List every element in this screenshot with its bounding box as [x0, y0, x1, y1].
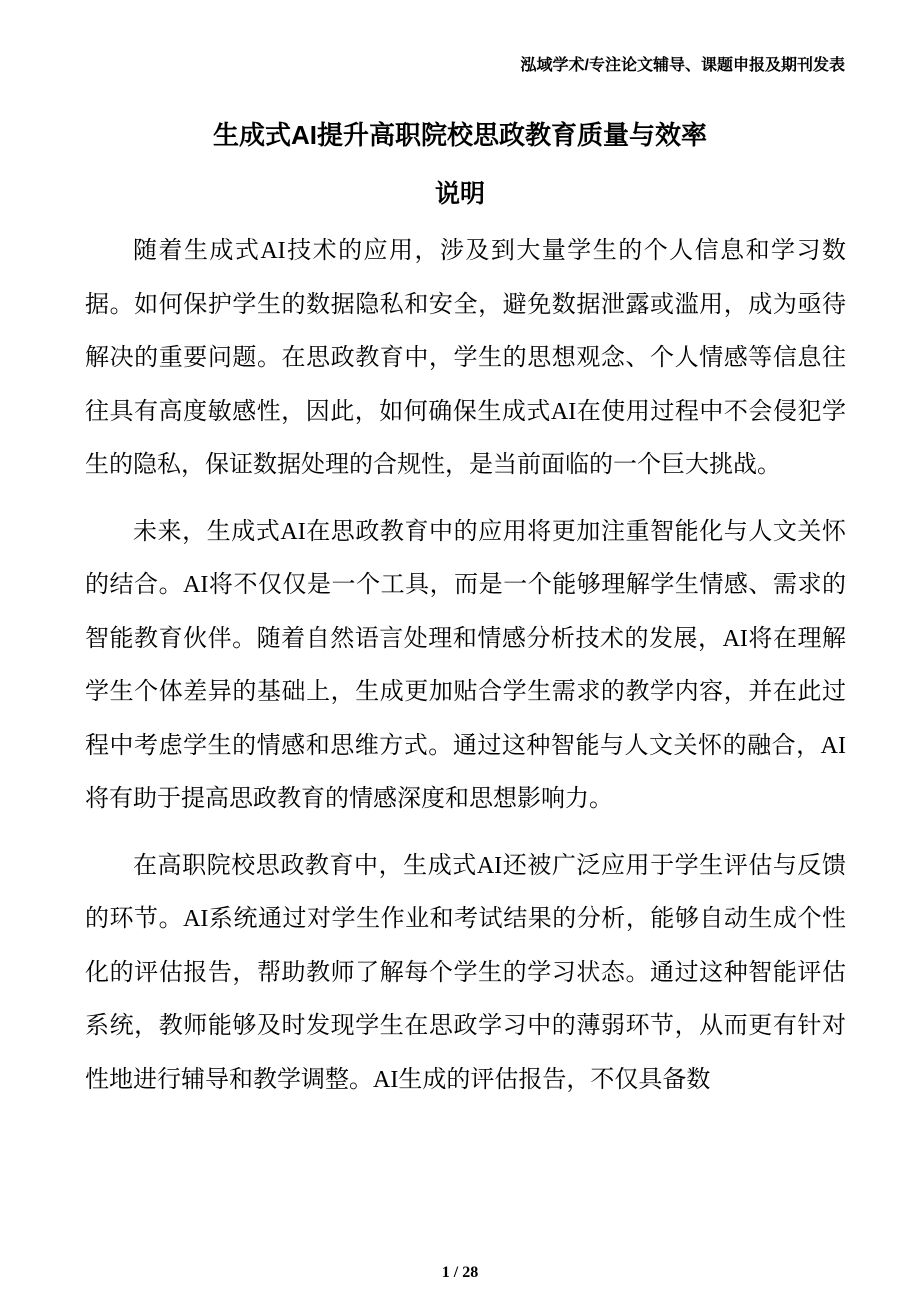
page-title: 生成式AI提升高职院校思政教育质量与效率: [212, 120, 707, 150]
section-heading: 说明: [434, 180, 485, 208]
page-number: 1 / 28: [441, 1264, 479, 1281]
document-body: [85, 225, 846, 1120]
body-paragraph-2: 未来，生成式AI在思政教育中的应用将更加注重智能化与人文关怀的结合。AI将不仅仅是一个工具，而是一个能够理解学生情感、需求的智能教育伙伴。随着自然语言处理和情感分析技术的发展，AI将在理解学生个体差异的基础上，生成更加贴合学生需求的教学内容，并在此过程中考虑学生的情感和思维方式。通过这种智能与人文关怀的融合，AI将有助于提高思政教育的情感深度和思想影响力。: [85, 518, 846, 812]
body-paragraph-1: 随着生成式AI技术的应用，涉及到大量学生的个人信息和学习数据。如何保护学生的数据隐私和安全，避免数据泄露或滥用，成为亟待解决的重要问题。在思政教育中，学生的思想观念、个人情感等信息往往具有高度敏感性，因此，如何确保生成式AI在使用过程中不会侵犯学生的隐私，保证数据处理的合规性，是当前面临的一个巨大挑战。: [85, 238, 846, 478]
body-paragraph-3: 在高职院校思政教育中，生成式AI还被广泛应用于学生评估与反馈的环节。AI系统通过对学生作业和考试结果的分析，能够自动生成个性化的评估报告，帮助教师了解每个学生的学习状态。通过这种智能评估系统，教师能够及时发现学生在思政学习中的薄弱环节，从而更有针对性地进行辅导和教学调整。AI生成的评估报告，不仅具备数: [85, 852, 846, 1093]
document-header-brand: 泓域学术/专注论文辅导、课题申报及期刊发表: [520, 57, 845, 74]
